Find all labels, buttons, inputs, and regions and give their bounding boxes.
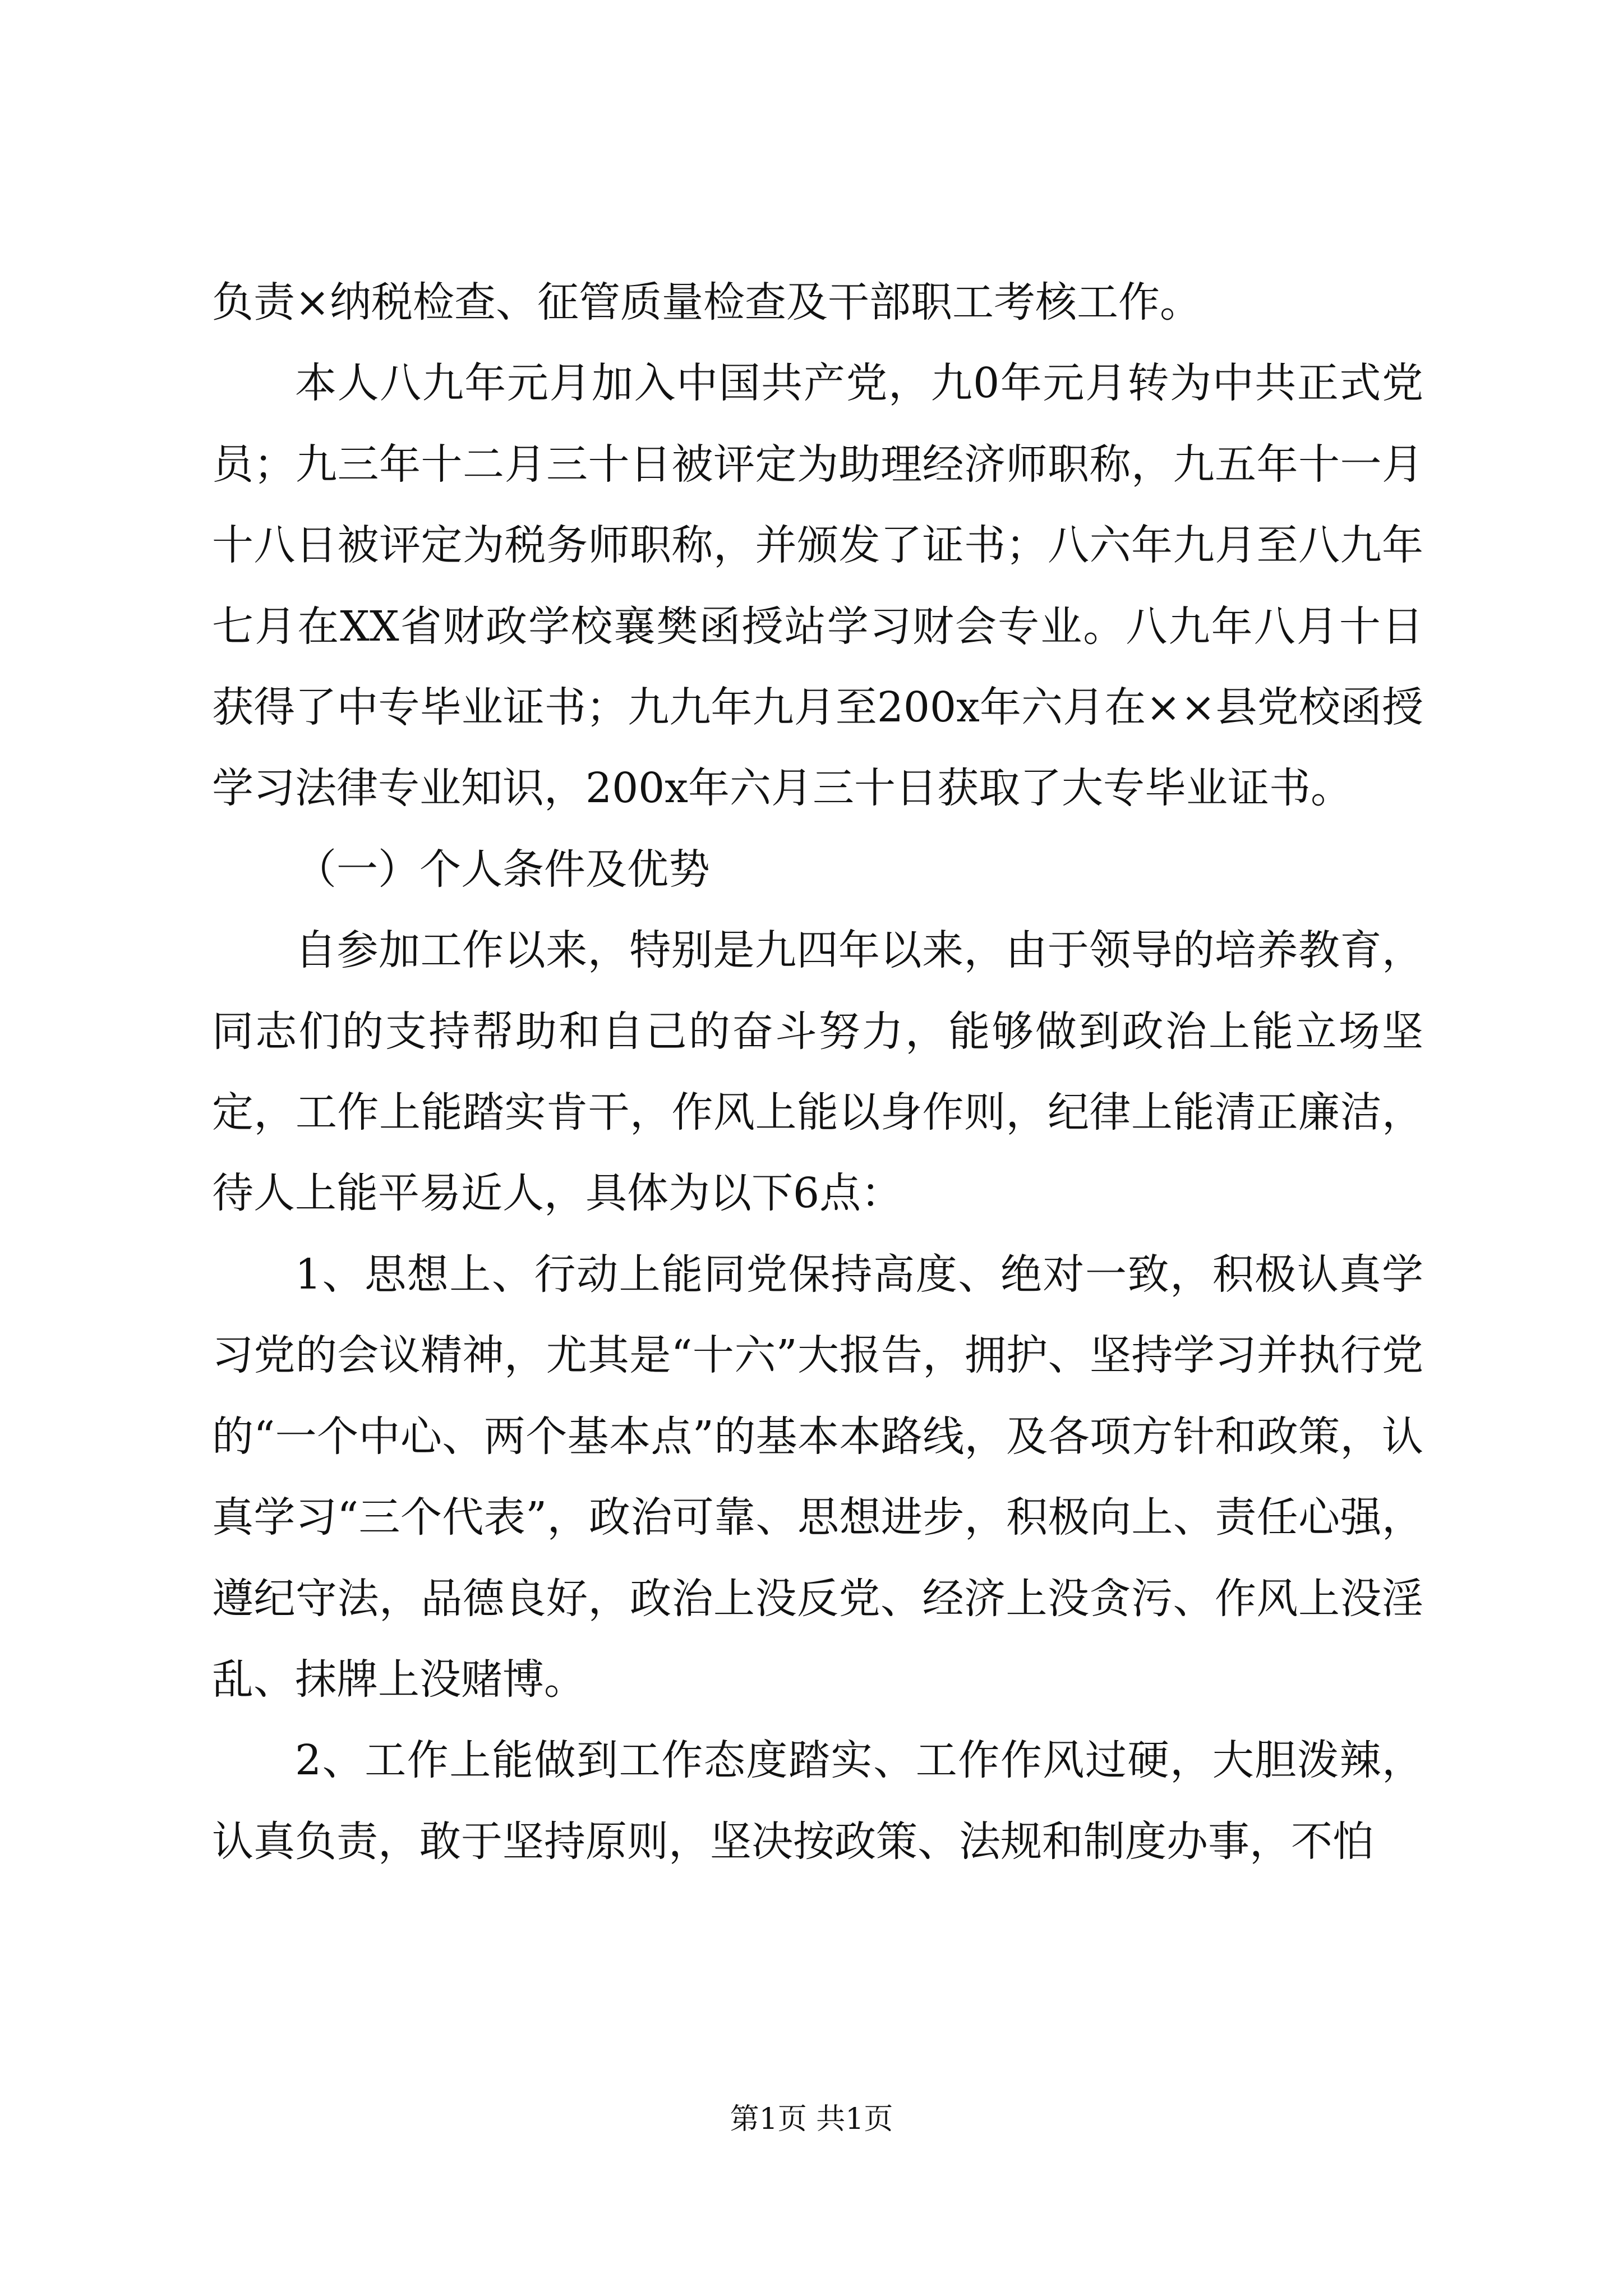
paragraph-continuation: 负责×纳税检查、征管质量检查及干部职工考核工作。 [212, 278, 1202, 326]
paragraph-party-education: 本人八九年元月加入中国共产党，九0年元月转为中共正式党员；九三年十二月三十日被评定为助理经济师职称，九五年十一月十八日被评定为税务师职称，并颁发了证书；八六年九月至八九年七月在XX省财政学校襄樊函授站学习财会专业。八九年八月十日获得了中专毕业证书；九九年九月至200x年六月在××县党校函授学习法律专业知识，200x年六月三十日获取了大专毕业证书。 [212, 359, 1423, 813]
paragraph-point-2: 2、工作上能做到工作态度踏实、工作作风过硬，大胆泼辣，认真负责，敢于坚持原则，坚决按政策、法规和制度办事，不怕 [212, 1736, 1423, 1866]
page-footer: 第1页 共1页 [730, 2102, 893, 2136]
document-body [212, 262, 1423, 1882]
paragraph-point-1: 1、思想上、行动上能同党保持高度、绝对一致，积极认真学习党的会议精神，尤其是“十六”大报告，拥护、坚持学习并执行党的“一个中心、两个基本点”的基本本路线，及各项方针和政策，认真学习“三个代表”，政治可靠、思想进步，积极向上、责任心强，遵纪守法，品德良好，政治上没反党、经济上没贪污、作风上没淫乱、抹牌上没赌博。 [212, 1250, 1423, 1704]
section-heading: （一）个人条件及优势 [295, 845, 710, 894]
paragraph-intro: 自参加工作以来，特别是九四年以来，由于领导的培养教育，同志们的支持帮助和自己的奋斗努力，能够做到政治上能立场坚定，工作上能踏实肯干，作风上能以身作则，纪律上能清正廉洁，待人上能平易近人，具体为以下6点： [212, 926, 1423, 1218]
